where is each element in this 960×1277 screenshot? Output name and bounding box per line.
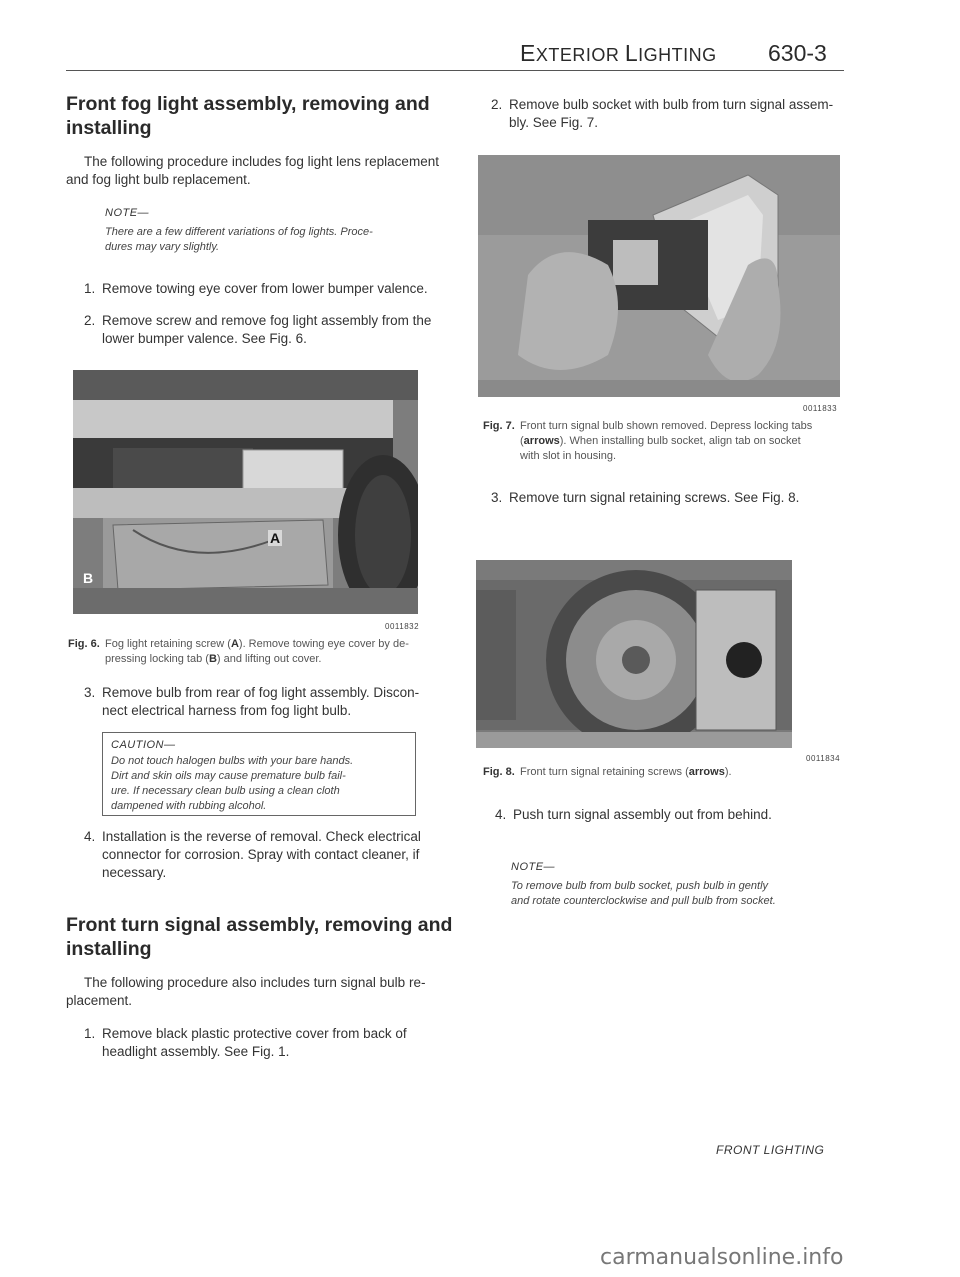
turn-step-2: 2. Remove bulb socket with bulb from turn signal assem- bly. See Fig. 7. [491,97,834,130]
turn-signal-bulb-photo-art [478,155,840,397]
fig6-photo-fog-light [73,370,418,614]
fig7-photo-turn-signal-bulb [478,155,840,397]
fig6-label-b: B [83,570,94,586]
fog-step-1: 1. Remove towing eye cover from lower bumper valence. [84,281,428,296]
page-number: 630-3 [768,40,827,66]
fig7-code: 0011833 [803,404,838,413]
fig8-code: 0011834 [806,754,841,763]
turn-signal-note: NOTE— To remove bulb from bulb socket, push bulb in gently and rotate counterclockwise and pull bulb from socket. [511,861,776,907]
fig7-caption: Fig. 7. Front turn signal bulb shown removed. Depress locking tabs (arrows). When installing bulb socket, align tab on socket with slot in housing. [483,420,813,462]
turn-signal-intro: The following procedure also includes turn signal bulb re- placement. [66,975,426,1008]
running-footer: FRONT LIGHTING [716,1143,825,1157]
fig6-label-a: A [270,530,281,546]
fog-step-2: 2. Remove screw and remove fog light assembly from the lower bumper valence. See Fig. 6. [84,313,432,346]
fig8-photo-turn-signal-screws [476,560,792,748]
section-heading-fog-light: Front fog light assembly, removing and installing [66,93,430,139]
fog-light-note: NOTE— There are a few different variations of fog lights. Proce- dures may vary slightly. [105,207,373,253]
turn-step-3: 3. Remove turn signal retaining screws. See Fig. 8. [491,490,800,505]
fog-light-intro: The following procedure includes fog light lens replacement and fog light bulb replacement. [66,154,439,187]
fig6-code: 0011832 [385,622,420,631]
fog-light-photo-art [73,370,418,614]
caution-box: CAUTION— Do not touch halogen bulbs with your bare hands. Dirt and skin oils may cause premature bulb fail- ure. If necessary clean bulb using a clean cloth dampened with rubbing alcohol. [102,732,416,816]
fig6-caption: Fig. 6. Fog light retaining screw (A). Remove towing eye cover by de- pressing locking tab (B) and lifting out cover. [68,638,409,665]
watermark-text: carmanualsonline.info [600,1245,844,1270]
turn-signal-screws-photo-art [476,560,792,748]
section-heading-turn-signal: Front turn signal assembly, removing and installing [66,914,453,960]
fog-step-3: 3. Remove bulb from rear of fog light assembly. Discon- nect electrical harness from fog light bulb. [84,685,420,718]
running-header-title: EXTERIOR LIGHTING [520,40,717,66]
fog-step-4: 4. Installation is the reverse of removal. Check electrical connector for corrosion. Spray with contact cleaner, if necessary. [84,829,421,880]
fig8-caption: Fig. 8. Front turn signal retaining screws (arrows). [483,766,732,778]
header-rule [66,70,844,71]
turn-step-1: 1. Remove black plastic protective cover from back of headlight assembly. See Fig. 1. [84,1026,407,1059]
turn-step-4: 4. Push turn signal assembly out from behind. [495,807,772,822]
